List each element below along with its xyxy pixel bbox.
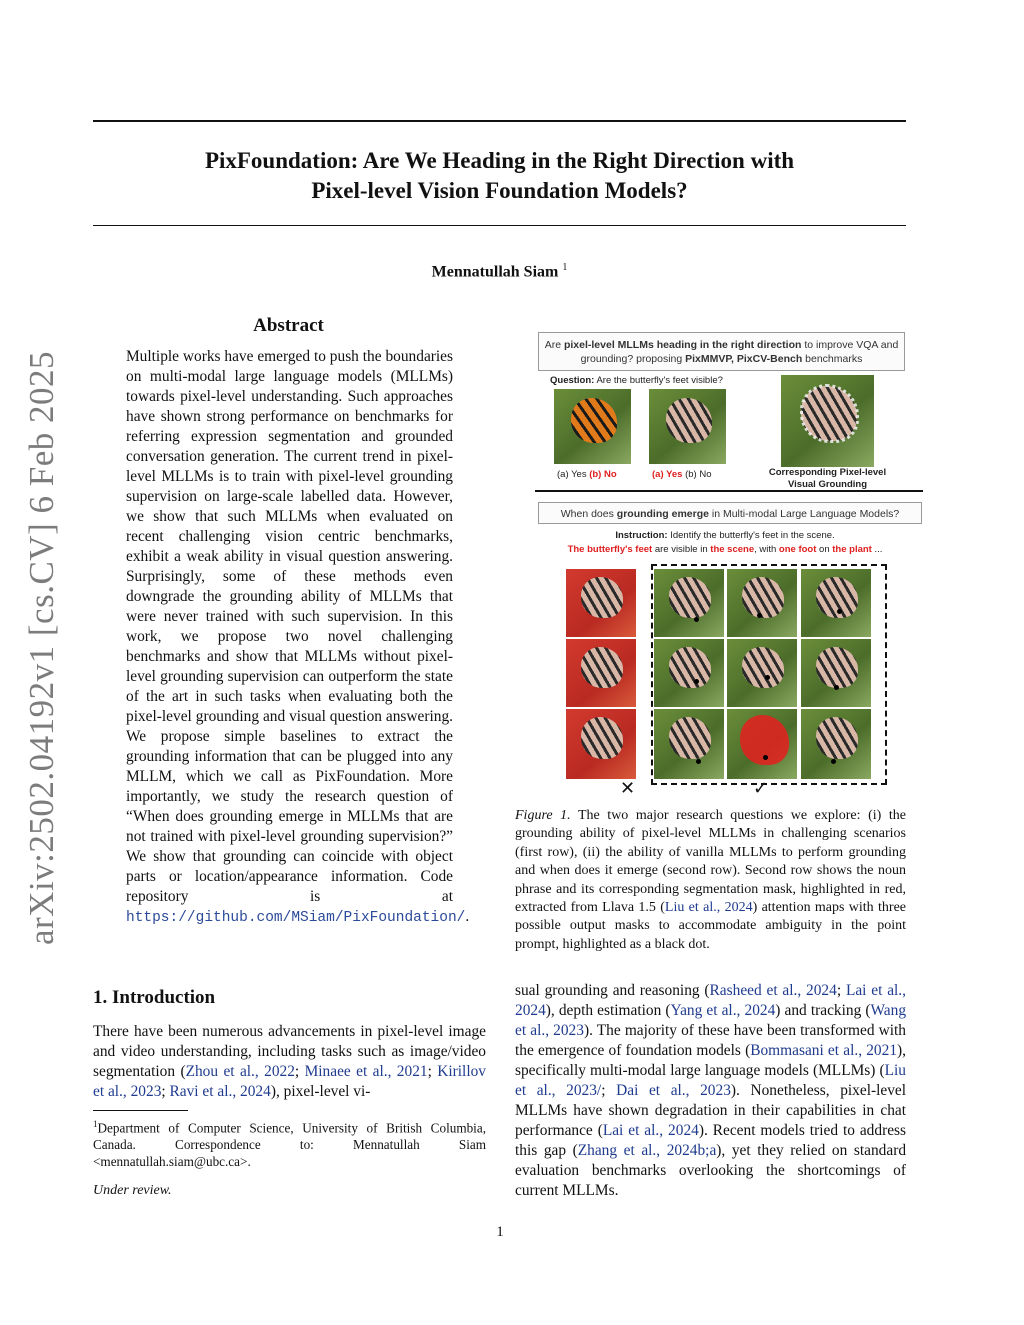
figure-1 (515, 330, 935, 800)
response-text: , with (754, 544, 779, 555)
title-rule-bottom (93, 225, 906, 226)
point-prompt (694, 679, 699, 684)
question-box-2 (538, 502, 922, 524)
option-set-1 (557, 469, 617, 480)
point-prompt (763, 755, 768, 760)
code-repository-link[interactable]: https://github.com/MSiam/PixFoundation/ (126, 910, 466, 926)
caption-text-end: ) attention maps with three possible output masks to accommodate ambiguity in the point prompt, highlighted as a black dot. (515, 900, 906, 952)
option-yes-selected: (a) Yes (652, 469, 683, 480)
citation-link[interactable]: Lai et al., 2024 (602, 1122, 699, 1139)
butterfly-wing (669, 577, 711, 618)
butterfly-image-b (649, 389, 726, 464)
author-affiliation-mark: 1 (562, 262, 568, 273)
question-line (550, 375, 723, 386)
butterfly-wing (742, 577, 784, 618)
page-number: 1 (496, 1224, 504, 1240)
butterfly-wing (816, 647, 858, 688)
mask-candidate (654, 709, 724, 779)
butterfly-image-a (554, 389, 631, 464)
option-no-selected: (b) No (589, 469, 617, 480)
mask-candidate (727, 569, 797, 637)
instruction-line (515, 530, 935, 541)
option-yes: (a) Yes (557, 469, 590, 480)
citation-link[interactable]: Ravi et al., 2024 (169, 1083, 271, 1100)
citation-separator: ; (427, 1063, 438, 1080)
intro-text-a: There have been numerous advancements in pixel-level image and video understanding, including tasks such as image/video segmentation ( (93, 1023, 486, 1080)
butterfly-wing (816, 717, 858, 759)
point-prompt (831, 759, 836, 764)
attention-map-3 (566, 709, 636, 779)
q2-text: When does (560, 508, 617, 520)
butterfly-grounding-image (781, 375, 874, 467)
response-phrase: The butterfly's feet (567, 544, 653, 555)
check-mark-icon: ✓ (753, 778, 769, 799)
response-line (515, 544, 935, 555)
citation-link[interactable]: Zhang et al., 2024b;a (577, 1142, 717, 1159)
butterfly-wing (666, 398, 712, 443)
footnote-mark: 1 (93, 1119, 98, 1129)
attention-map-2 (566, 639, 636, 707)
citation-link[interactable]: Wang et al., 2023 (515, 1002, 907, 1039)
q1-bold: pixel-level MLLMs heading in the right direction (563, 339, 802, 351)
body-text: ), specifically multi-modal large language models (MLLMs) ( (515, 1042, 906, 1079)
point-prompt (834, 685, 839, 690)
question-label: Question: (550, 375, 595, 386)
butterfly-wing (669, 647, 711, 688)
attention-map-1 (566, 569, 636, 637)
butterfly-wing (669, 717, 711, 759)
option-set-2 (652, 469, 712, 480)
body-text: ) and tracking ( (775, 1002, 871, 1019)
point-prompt (765, 675, 770, 680)
citation-link[interactable]: Yang et al., 2024 (670, 1002, 776, 1019)
body-text: ), depth estimation ( (545, 1002, 671, 1019)
mask-candidate (801, 709, 871, 779)
cross-mark-icon: ✕ (620, 778, 636, 799)
butterfly-wing (571, 398, 617, 443)
citation-link[interactable]: Liu et al., 2024 (664, 900, 753, 916)
response-phrase: the plant (832, 544, 872, 555)
mask-candidate (654, 569, 724, 637)
mask-candidate-selected (727, 709, 797, 779)
citation-separator: ; (836, 982, 846, 999)
point-prompt (696, 759, 701, 764)
figure-label: Figure 1. (515, 808, 571, 823)
point-prompt (837, 609, 842, 614)
option-no: (b) No (682, 469, 712, 480)
title-line-1: PixFoundation: Are We Heading in the Right Direction with (204, 148, 795, 173)
point-prompt (694, 617, 699, 622)
figure-divider (535, 490, 923, 492)
instruction-text: Identify the butterfly's feet in the scene. (667, 530, 835, 541)
arxiv-sidebar (22, 350, 62, 945)
response-phrase: one foot (778, 544, 817, 555)
citation-separator: ; (294, 1063, 305, 1080)
title-rule-top (93, 120, 906, 122)
instruction-label: Instruction: (615, 530, 668, 541)
q2-bold: grounding emerge (616, 508, 709, 520)
citation-link[interactable]: Zhou et al., 2022 (185, 1063, 295, 1080)
author-name: Mennatullah Siam (431, 263, 559, 281)
q1-text: Are (544, 339, 564, 351)
response-phrase: the scene (710, 544, 755, 555)
body-text: sual grounding and reasoning ( (515, 982, 710, 999)
title-line-2: Pixel-level Vision Foundation Models? (311, 178, 688, 203)
footnote-rule (93, 1110, 188, 1111)
paper-title (93, 146, 906, 206)
introduction-heading: 1. Introduction (93, 987, 216, 1008)
citation-link[interactable]: Kirillov et al., 2023 (93, 1063, 487, 1100)
figure-caption (515, 807, 906, 954)
body-text: ). Nonetheless, pixel-level MLLMs have shown degradation in their capabilities in chat performance ( (515, 1082, 906, 1139)
intro-text-b: ), pixel-level vi- (270, 1083, 371, 1100)
footnote (93, 1116, 486, 1170)
point-prompt (757, 613, 762, 618)
abstract-end: . (465, 908, 470, 925)
citation-link[interactable]: Bommasani et al., 2021 (750, 1042, 898, 1059)
citation-link[interactable]: Liu et al., 2023/ (515, 1062, 906, 1099)
abstract-heading: Abstract (253, 315, 324, 336)
citation-link[interactable]: Dai et al., 2023 (616, 1082, 731, 1099)
citation-separator: ; (161, 1083, 170, 1100)
response-text: ... (871, 544, 883, 555)
mask-candidate (801, 639, 871, 707)
arxiv-id: arXiv:2502.04192v1 [cs.CV] 6 Feb 2025 (22, 350, 62, 945)
abstract-body (126, 347, 470, 928)
citation-separator: ; (601, 1082, 617, 1099)
butterfly-wing (581, 577, 623, 618)
mask-candidate (654, 639, 724, 707)
q1-benchmarks: PixMMVP, PixCV-Bench (685, 353, 803, 365)
mask-candidate (727, 639, 797, 707)
question-box-1 (538, 332, 905, 371)
mask-candidate (801, 569, 871, 637)
q1-text-end: benchmarks (802, 353, 863, 365)
review-status: Under review. (93, 1183, 172, 1198)
question-text: Are the butterfly's feet visible? (594, 375, 723, 386)
butterfly-wing (581, 717, 623, 759)
response-text: on (816, 544, 833, 555)
q1-text-mid: to improve VQA and grounding? proposing (580, 339, 899, 365)
introduction-body (93, 1022, 486, 1102)
butterfly-wing (581, 647, 623, 688)
author-line (93, 262, 906, 281)
q2-text-end: in Multi-modal Large Language Models? (708, 508, 900, 520)
caption-text: The two major research questions we explore: (i) the grounding ability of pixel-level MLLMs in challenging scenarios (first row), (ii) the ability of vanilla MLLMs to perform grounding and when does it emerge (second row). Second row shows the noun phrase and its corresponding segmentation mask, highlighted in red, extracted from Llava 1.5 ( (515, 808, 906, 916)
footnote-text: Department of Computer Science, University of British Columbia, Canada. Correspondence to: Mennatullah Siam <mennatullah.siam@ubc.ca>. (93, 1120, 486, 1170)
response-text: are visible in (652, 544, 711, 555)
citation-link[interactable]: Rasheed et al., 2024 (709, 982, 837, 999)
introduction-continued (515, 981, 906, 1201)
body-text: ). Recent models tried to address this gap ( (515, 1122, 907, 1159)
abstract-text: Multiple works have emerged to push the boundaries on multi-modal large language models (MLLMs) towards pixel-level understanding. Such approaches have shown strong performance on benchmarks for referring expression segmentation and grounded conversation generation. The current trend in pixel-level MLLMs is to train with pixel-level grounding supervision on large-scale labelled data. However, we show that such MLLMs when evaluated on recent challenging vision centric benchmarks, exhibit a weak ability in visual question answering. Surprisingly, some of these methods even downgrade the grounding ability of MLLMs that were never trained with such supervision. In this work, we propose two novel challenging benchmarks and show that MLLMs without pixel-level grounding supervision can outperform the state of the art in such tasks when evaluating both the pixel-level grounding and visual question answering. We propose simple baselines to extract the grounding information that can be plugged into any MLLM, which we call as PixFoundation. More importantly, we study the research question of “When does grounding emerge in MLLMs that are not trained with pixel-level grounding supervision?” We show that grounding can coincide with object parts or location/appearance information. Code repository is at (126, 348, 453, 905)
grounding-outline (800, 384, 860, 443)
citation-link[interactable]: Minaee et al., 2021 (304, 1063, 428, 1080)
citation-link[interactable]: Lai et al., 2024 (515, 982, 906, 1019)
body-text: ). The majority of these have been transformed with the emergence of foundation models ( (515, 1022, 906, 1059)
butterfly-wing (742, 647, 784, 688)
body-text: ), yet they relied on standard evaluation benchmarks overlooking the shortcomings of current MLLMs. (515, 1142, 907, 1199)
grounding-label: Corresponding Pixel-level Visual Grounding (768, 467, 887, 490)
